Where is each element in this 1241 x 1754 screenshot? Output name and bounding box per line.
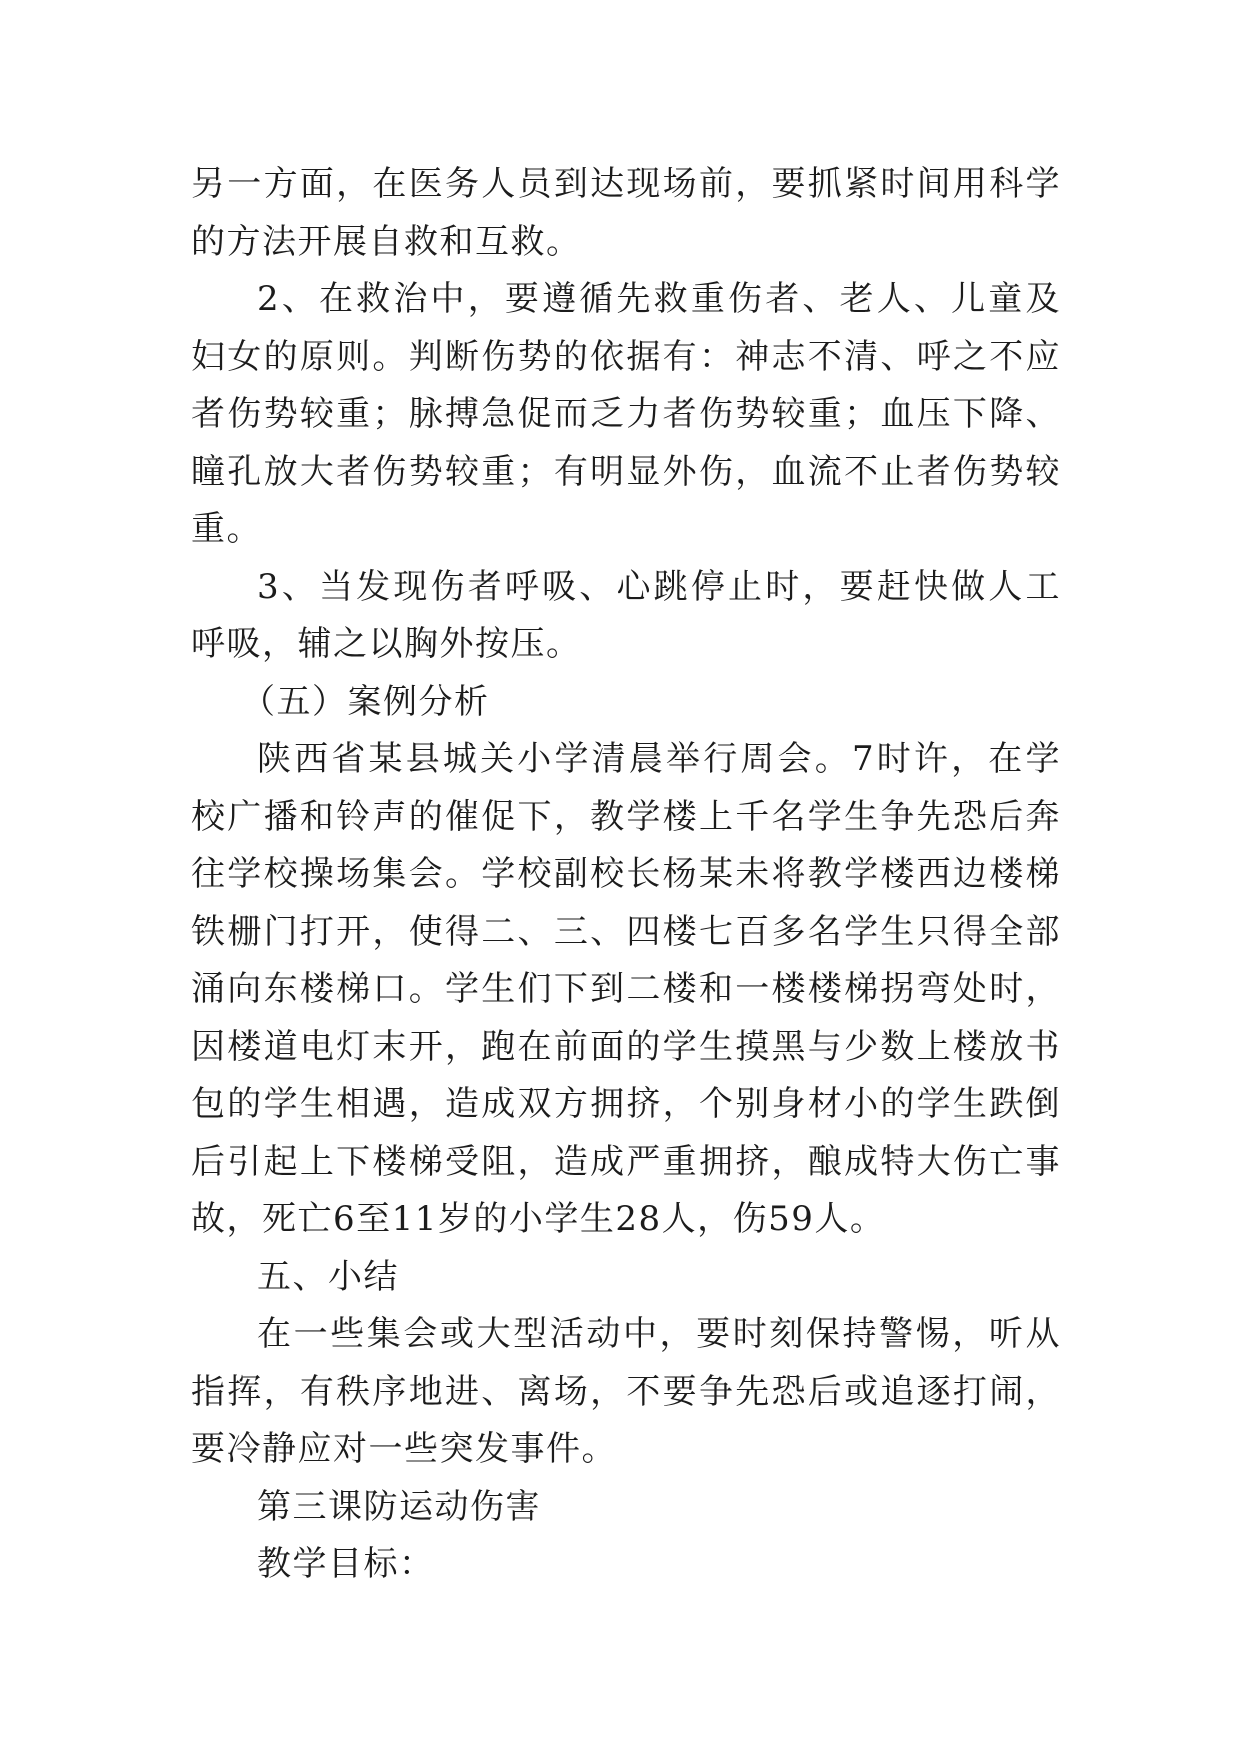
paragraph-summary: 在一些集会或大型活动中，要时刻保持警惕，听从指挥，有秩序地进、离场，不要争先恐后或追逐打闹，要冷静应对一些突发事件。 <box>191 1314 1061 1469</box>
paragraph-cpr: 3、当发现伤者呼吸、心跳停止时，要赶快做人工呼吸，辅之以胸外按压。 <box>191 566 1061 664</box>
paragraph-rescue-intro: 另一方面，在医务人员到达现场前，要抓紧时间用科学的方法开展自救和互救。 <box>191 164 1061 262</box>
lesson-title: 第三课防运动伤害 <box>257 1486 541 1527</box>
section-heading-summary: 五、小结 <box>257 1256 399 1297</box>
paragraph-triage-principle: 2、在救治中，要遵循先救重伤者、老人、儿童及妇女的原则。判断伤势的依据有：神志不清、呼之不应者伤势较重；脉搏急促而乏力者伤势较重；血压下降、瞳孔放大者伤势较重；有明显外伤，血流不止者伤势较重。 <box>191 279 1061 549</box>
section-heading-case-analysis: （五）案例分析 <box>241 681 490 722</box>
document-body <box>191 156 1061 1594</box>
paragraph-case-study: 陕西省某县城关小学清晨举行周会。7时许，在学校广播和铃声的催促下，教学楼上千名学生争先恐后奔往学校操场集会。学校副校长杨某未将教学楼西边楼梯铁栅门打开，使得二、三、四楼七百多名学生只得全部涌向东楼梯口。学生们下到二楼和一楼楼梯拐弯处时，因楼道电灯末开，跑在前面的学生摸黑与少数上楼放书包的学生相遇，造成双方拥挤，个别身材小的学生跌倒后引起上下楼梯受阻，造成严重拥挤，酿成特大伤亡事故，死亡6至11岁的小学生28人，伤59人。 <box>191 739 1061 1239</box>
teaching-goals-heading: 教学目标： <box>257 1544 435 1584</box>
